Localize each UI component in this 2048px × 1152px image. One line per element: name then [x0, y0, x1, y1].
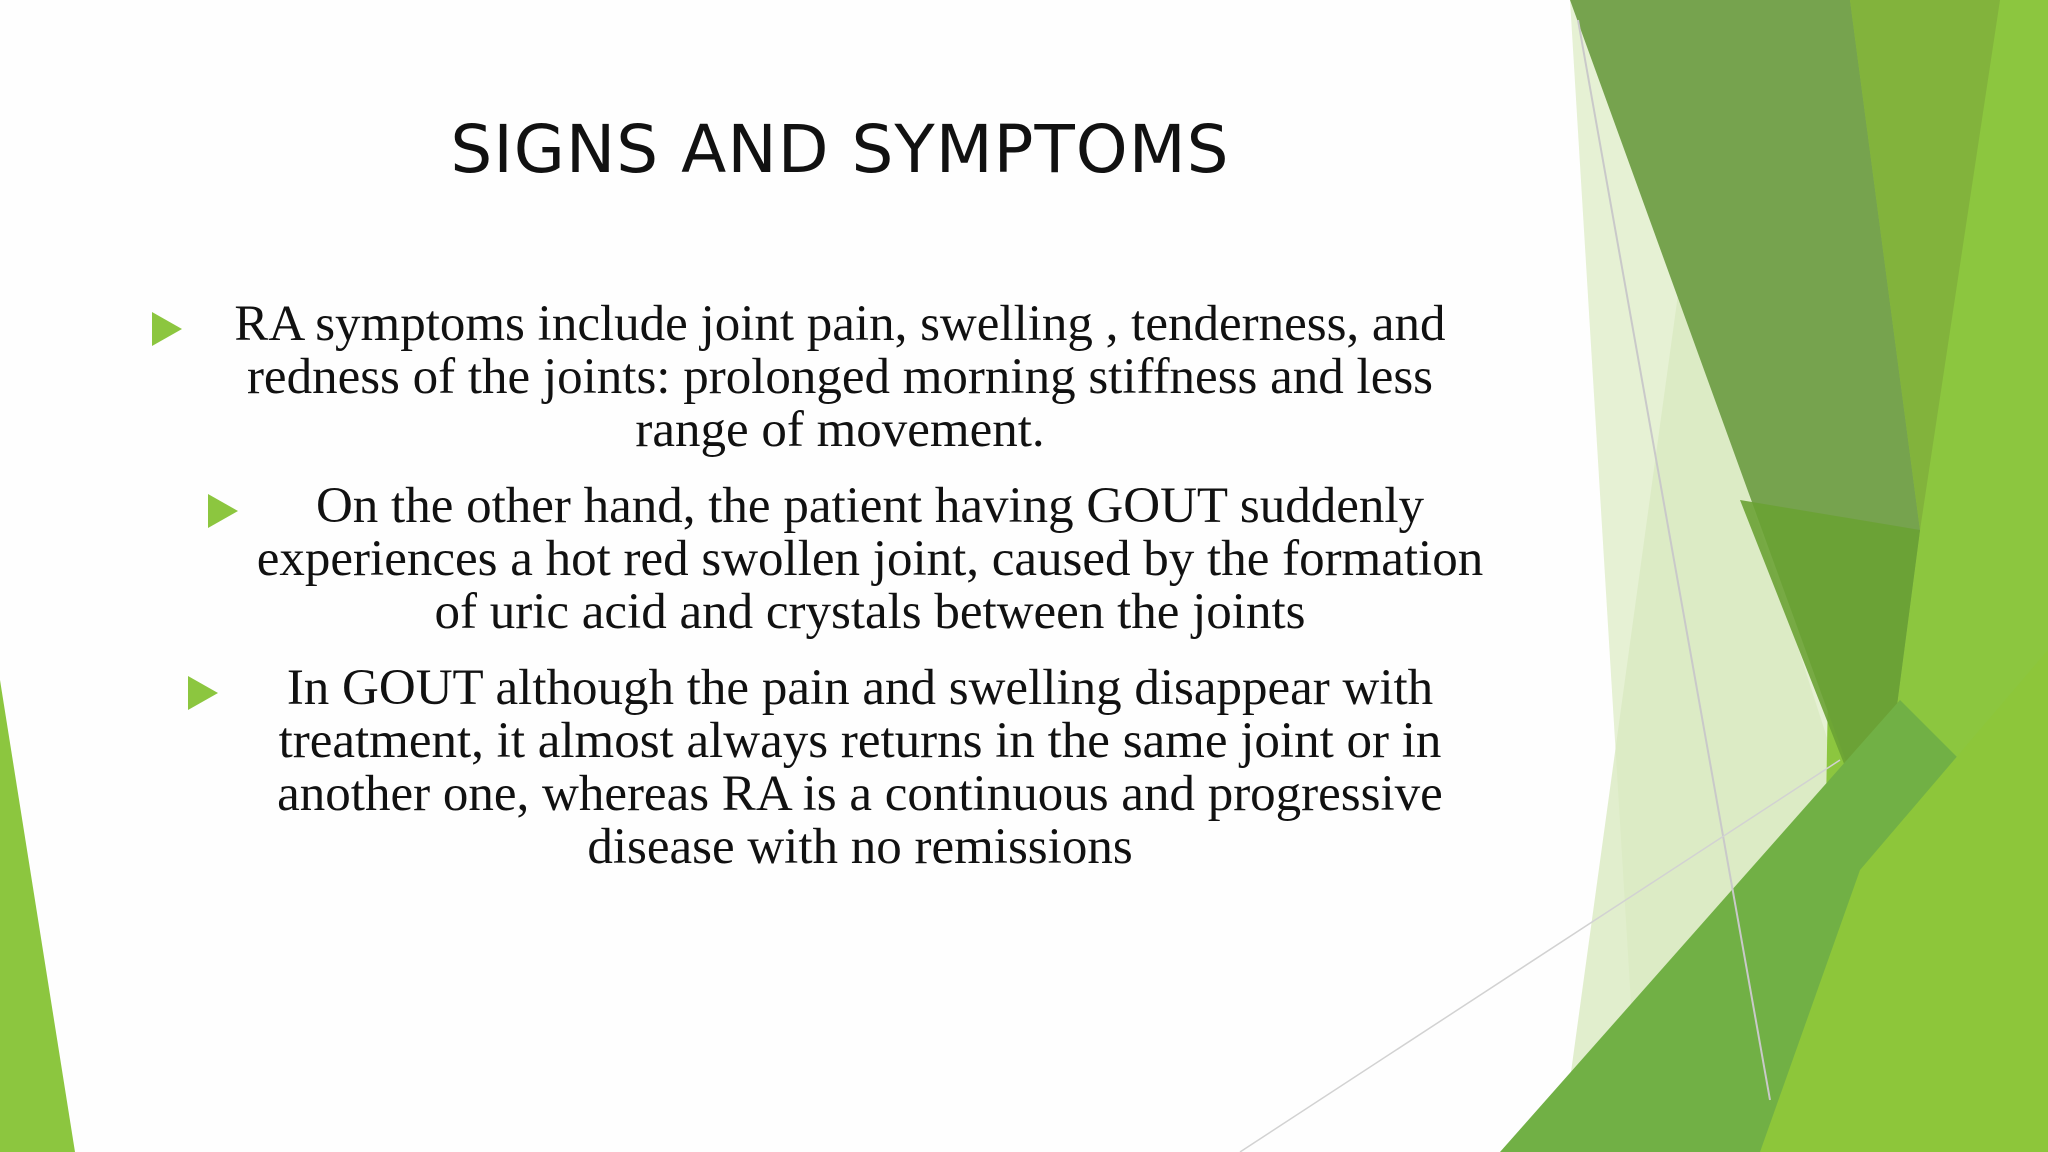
- bullet-text: [190, 662, 1530, 874]
- bullet-line: of uric acid and crystals between the joints: [434, 584, 1306, 640]
- bullet-line: redness of the joints: prolonged morning stiffness and less: [246, 349, 1434, 405]
- bullet-item: [190, 662, 1530, 874]
- bullet-item: [150, 298, 1530, 457]
- bullet-line: On the other hand, the patient having GOUT suddenly: [315, 478, 1425, 534]
- green-triangle-bullet-icon: [188, 676, 218, 710]
- bullet-text: [190, 480, 1550, 639]
- bullet-text: [150, 298, 1530, 457]
- bullet-item: [190, 480, 1550, 639]
- bullet-line: another one, whereas RA is a continuous and progressive: [277, 766, 1443, 822]
- bullet-line: disease with no remissions: [587, 819, 1133, 875]
- bullet-line: experiences a hot red swollen joint, caused by the formation: [256, 531, 1484, 587]
- bullet-line: RA symptoms include joint pain, swelling , tenderness, and: [234, 296, 1446, 352]
- green-triangle-bullet-icon: [152, 312, 182, 346]
- bullet-line: In GOUT although the pain and swelling disappear with: [286, 660, 1434, 716]
- green-triangle-bullet-icon: [208, 494, 238, 528]
- slide-title: SIGNS AND SYMPTOMS: [450, 111, 1230, 188]
- bullet-list: [0, 298, 1720, 874]
- bullet-line: treatment, it almost always returns in the same joint or in: [278, 713, 1442, 769]
- bullet-line: range of movement.: [635, 402, 1045, 458]
